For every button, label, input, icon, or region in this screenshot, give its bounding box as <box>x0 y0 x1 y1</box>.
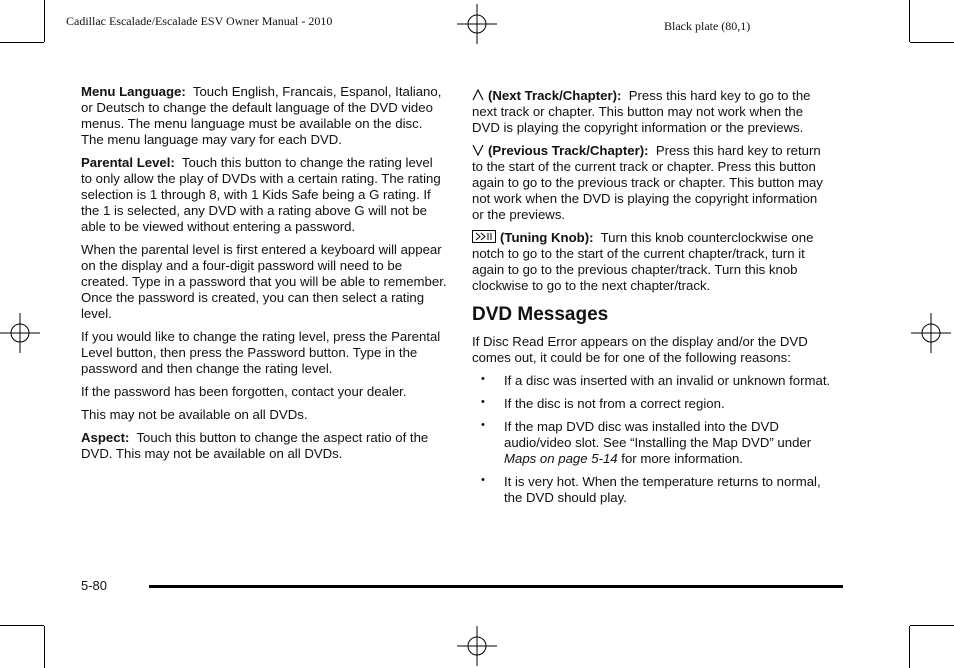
list-item <box>472 419 832 467</box>
dvd-messages-intro: If Disc Read Error appears on the display and/or the DVD comes out, it could be for one of the following reasons: <box>472 334 808 365</box>
footer-rule <box>149 585 843 588</box>
maps-page-reference-link[interactable]: Maps on page 5-14 <box>504 451 618 466</box>
crop-mark <box>44 0 45 42</box>
list-item <box>472 474 832 506</box>
plate-label: Black plate (80,1) <box>664 19 751 33</box>
next-track-paragraph <box>472 88 832 136</box>
parental-level-label: Parental Level: <box>81 155 175 170</box>
password-paragraph: When the parental level is first entered a keyboard will appear on the display and a four-digit password will need to be created. Type in a password that you will be able to remember. Once the password is created, you can then select a rating level. <box>81 242 447 321</box>
crop-mark <box>909 626 910 668</box>
crop-mark <box>0 42 44 43</box>
next-track-text: Press this hard key to go to the next track or chapter. This button may not work when the DVD is playing the copyright information or the previews. <box>472 88 811 135</box>
right-column <box>472 88 832 513</box>
next-track-label: (Next Track/Chapter): <box>488 88 622 103</box>
crop-mark <box>910 42 954 43</box>
list-item <box>472 373 832 389</box>
menu-language-label: Menu Language: <box>81 84 186 99</box>
registration-mark-icon <box>911 313 951 353</box>
bullet-icon: • <box>481 373 485 385</box>
previous-track-text: Press this hard key to return to the start of the current track or chapter. Press this button again to go to the previous track or chapter. This button may not work when the DVD is playing the copyright information or the previews. <box>472 143 823 222</box>
crop-mark <box>909 0 910 42</box>
tuning-knob-label: (Tuning Knob): <box>500 230 594 245</box>
previous-track-label: (Previous Track/Chapter): <box>488 143 649 158</box>
forgotten-password-paragraph: If the password has been forgotten, contact your dealer. <box>81 384 407 399</box>
aspect-label: Aspect: <box>81 430 130 445</box>
left-column <box>81 84 447 469</box>
menu-language-paragraph <box>81 84 447 148</box>
menu-language-text: Touch English, Francais, Espanol, Italiano, or Deutsch to change the default language of the DVD video menus. The menu language must be available on the disc. The menu language may vary for each DVD. <box>81 84 442 147</box>
parental-level-paragraph <box>81 155 447 235</box>
change-rating-paragraph: If you would like to change the rating level, press the Parental Level button, then press the Password button. Type in the password and then change the rating level. <box>81 329 441 376</box>
seek-forward-icon <box>472 230 496 243</box>
registration-mark-icon <box>457 4 497 44</box>
crop-mark <box>0 625 44 626</box>
list-item-text: If a disc was inserted with an invalid or unknown format. <box>504 373 831 388</box>
crop-mark <box>44 626 45 668</box>
registration-mark-icon <box>457 626 497 666</box>
crop-mark <box>910 625 954 626</box>
list-item-text: If the disc is not from a correct region. <box>504 396 725 411</box>
aspect-text: Touch this button to change the aspect ratio of the DVD. This may not be available on all DVDs. <box>81 430 429 461</box>
list-item-text: If the map DVD disc was installed into the DVD audio/video slot. See “Installing the Map DVD” under <box>504 419 812 450</box>
bullet-icon: • <box>481 474 485 486</box>
parental-level-text: Touch this button to change the rating level to only allow the play of DVDs with a certain rating. The rating selection is 1 through 8, with 1 Kids Safe being a G rating. If the 1 is selected, any DVD with a rating above G will not be able to be viewed without entering a password. <box>81 155 441 234</box>
availability-note: This may not be available on all DVDs. <box>81 407 308 422</box>
section-heading: DVD Messages <box>472 304 609 325</box>
manual-title: Cadillac Escalade/Escalade ESV Owner Manual - 2010 <box>66 14 333 28</box>
bullet-icon: • <box>481 419 485 431</box>
list-item-text: It is very hot. When the temperature returns to normal, the DVD should play. <box>504 474 821 505</box>
list-item <box>472 396 832 412</box>
tuning-knob-paragraph <box>472 230 832 294</box>
chevron-up-icon <box>472 89 484 101</box>
previous-track-paragraph <box>472 143 832 223</box>
tuning-knob-text: Turn this knob counterclockwise one notch to go to the start of the current chapter/track, turn it again to go to the previous chapter/track. Turn this knob clockwise to go to the next chapter/track. <box>472 230 814 293</box>
aspect-paragraph <box>81 430 447 462</box>
bullet-icon: • <box>481 396 485 408</box>
registration-mark-icon <box>0 313 40 353</box>
page-number: 5-80 <box>81 578 108 593</box>
list-item-text: for more information. <box>617 451 743 466</box>
chevron-down-icon <box>472 144 484 156</box>
